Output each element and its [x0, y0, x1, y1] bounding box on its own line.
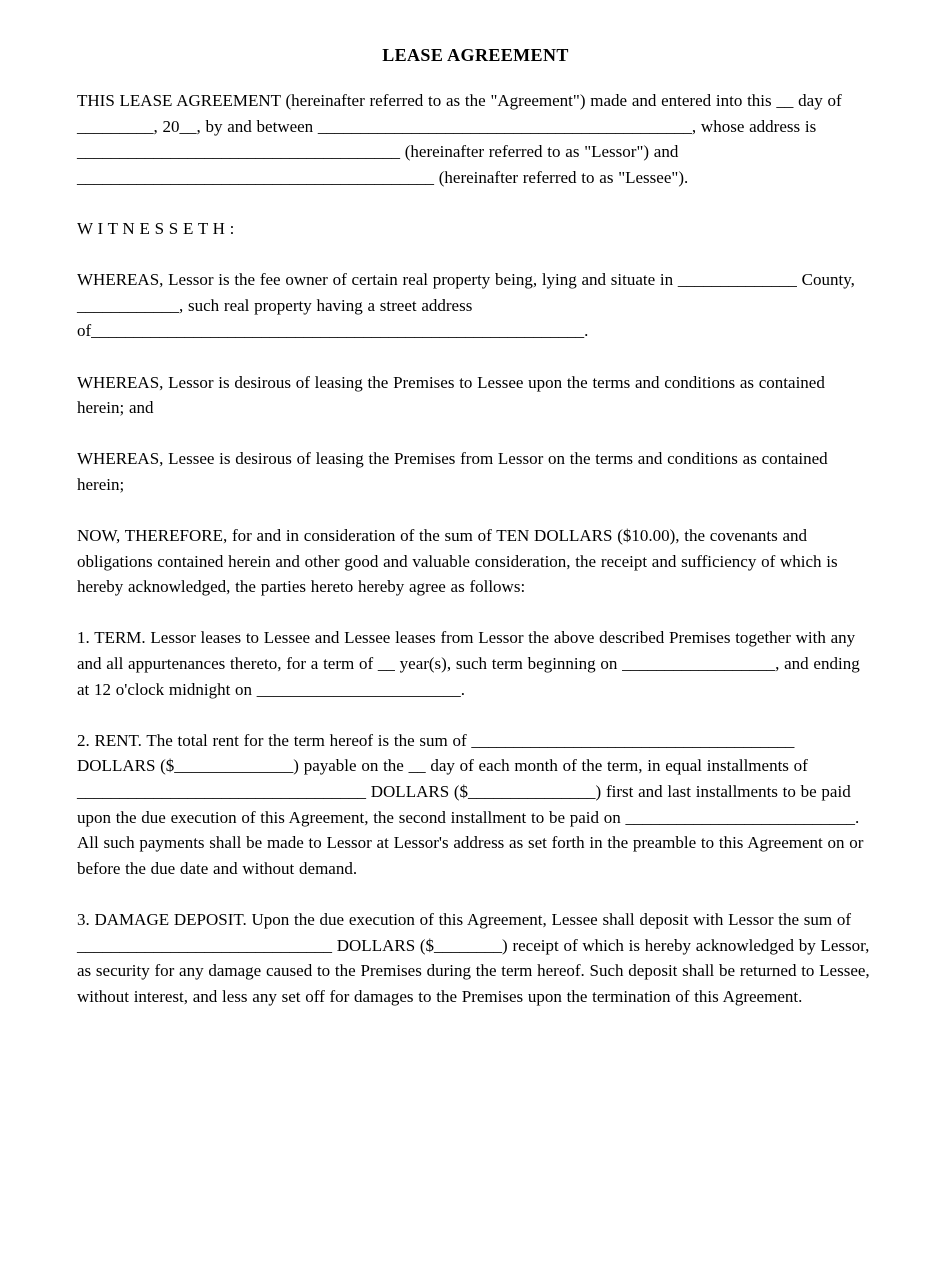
term-clause: 1. TERM. Lessor leases to Lessee and Lessee leases from Lessor the above described Premises together with any and all appurtenances thereto, for a term of __ year(s), such term beginning on __________________, and ending at 12 o'clock midnight on ________________________.: [77, 628, 860, 699]
damage-deposit-clause: 3. DAMAGE DEPOSIT. Upon the due execution of this Agreement, Lessee shall deposit with Lessor the sum of ______________________________ DOLLARS ($________) receipt of which is hereby acknowledged by Lessor, as security for any damage caused to the Premises during the term hereof. Such deposit shall be returned to Lessee, without interest, and less any set off for damages to the Premises upon the termination of this Agreement.: [77, 910, 870, 1006]
whereas-clause-2: WHEREAS, Lessor is desirous of leasing the Premises to Lessee upon the terms and conditions as contained herein; and: [77, 372, 825, 418]
preamble-paragraph: THIS LEASE AGREEMENT (hereinafter referred to as the "Agreement") made and entered into this __ day of _________, 20__, by and between ____________________________________________, whose address is ______________________________________ (hereinafter referred to as "Lessor") and __________________________________________ (hereinafter referred to as "Lessee").: [77, 91, 842, 187]
now-therefore-clause: NOW, THEREFORE, for and in consideration of the sum of TEN DOLLARS ($10.00), the covenants and obligations contained herein and other good and valuable consideration, the receipt and sufficiency of which is hereby acknowledged, the parties hereto hereby agree as follows:: [77, 526, 838, 597]
document-title: LEASE AGREEMENT: [382, 45, 569, 65]
witnesseth-heading: W I T N E S S E T H :: [77, 218, 235, 238]
rent-clause: 2. RENT. The total rent for the term hereof is the sum of ______________________________________ DOLLARS ($______________) payable on the __ day of each month of the term, in equal installments of __________________________________ DOLLARS ($_______________) first and last installments to be paid upon the due execution of this Agreement, the second installment to be paid on ___________________________. All such payments shall be made to Lessor at Lessor's address as set forth in the preamble to this Agreement on or before the due date and without demand.: [77, 730, 864, 878]
whereas-clause-3: WHEREAS, Lessee is desirous of leasing the Premises from Lessor on the terms and conditions as contained herein;: [77, 449, 828, 494]
whereas-clause-1: WHEREAS, Lessor is the fee owner of certain real property being, lying and situate in ______________ County, ____________, such real property having a street address of__________________________________________________________.: [77, 270, 855, 341]
